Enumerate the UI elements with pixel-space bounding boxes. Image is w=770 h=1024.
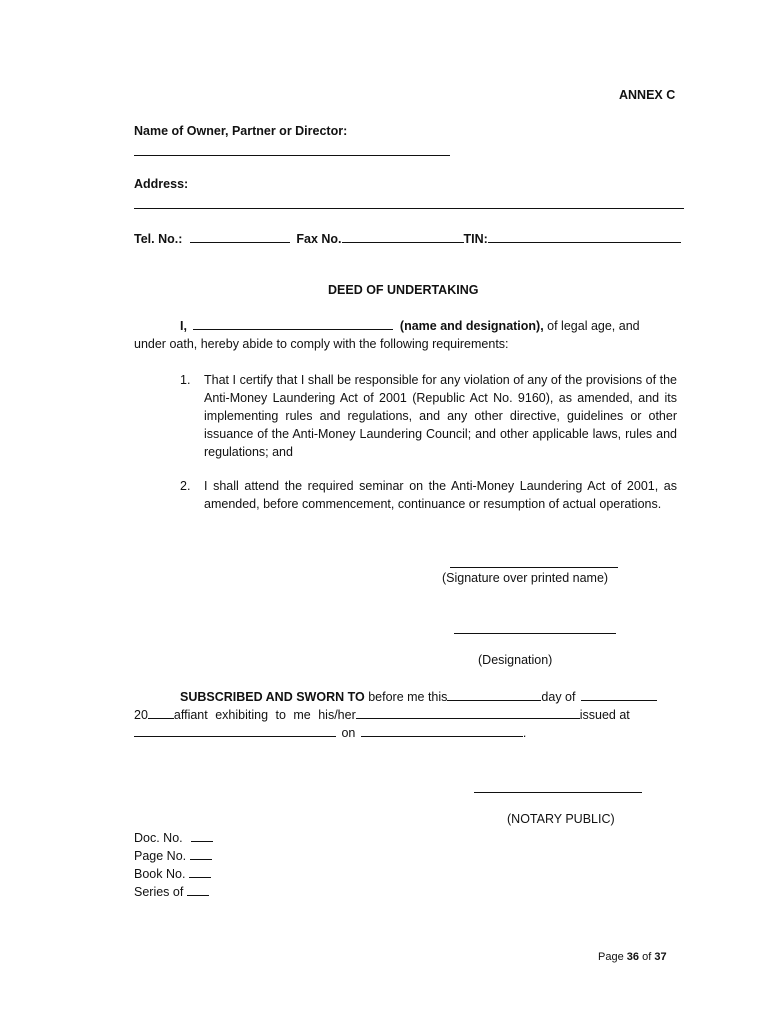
signature-caption: (Signature over printed name) [442, 571, 609, 585]
jurat-before: before me this [364, 690, 448, 704]
intro-rest-1: of legal age, and [543, 319, 640, 333]
item-2-text: I shall attend the required seminar on the Anti-Money Laundering Act of 2001, as amended, before commencement, continuance or resumption of actual operations. [204, 479, 677, 511]
deed-intro [134, 317, 674, 353]
id-blank[interactable] [356, 707, 580, 719]
notary-line[interactable] [474, 792, 642, 793]
page-total: 37 [654, 951, 667, 963]
item-2-number: 2. [180, 479, 191, 493]
date-blank[interactable] [361, 725, 523, 737]
signature-line[interactable] [450, 567, 618, 568]
address-blank-line[interactable] [134, 208, 684, 209]
item-1-text: That I certify that I shall be responsible for any violation of any of the provisions of the Anti-Money Laundering Act of 2001 (Republic Act No. 9160), as amended, and its implementing rules and regulations, and any other directive, guidelines or other issuance of the Anti-Money Laundering Council; and other applicable laws, rules and regulations; and [204, 373, 677, 459]
registry-book: Book No. [134, 865, 213, 883]
year-blank[interactable] [148, 707, 174, 719]
owner-blank-line[interactable] [134, 155, 450, 156]
tel-blank[interactable] [190, 231, 290, 243]
fax-label: Fax No. [296, 232, 342, 246]
series-blank[interactable] [187, 884, 209, 896]
year-prefix: 20 [134, 708, 148, 722]
jurat-issued-at: issued at [579, 708, 630, 722]
fax-blank[interactable] [342, 231, 464, 243]
annex-label: ANNEX C [619, 88, 676, 102]
tin-label: TIN: [463, 232, 488, 246]
jurat [134, 688, 694, 742]
designation-line[interactable] [454, 633, 616, 634]
doc-no-blank[interactable] [191, 830, 213, 842]
of-word: of [642, 951, 652, 963]
page-footer [598, 951, 667, 963]
month-blank[interactable] [581, 689, 657, 701]
place-blank[interactable] [134, 725, 336, 737]
jurat-day-of: day of [541, 690, 576, 704]
contact-row [134, 231, 681, 246]
book-no-blank[interactable] [189, 866, 211, 878]
tin-blank[interactable] [488, 231, 681, 243]
tel-label: Tel. No.: [134, 232, 183, 246]
registry-page: Page No. [134, 847, 213, 865]
day-blank[interactable] [447, 689, 541, 701]
intro-bold: (name and designation), [399, 319, 544, 333]
jurat-on: on [341, 726, 356, 740]
registry-block [134, 829, 213, 901]
registry-doc: Doc. No. [134, 829, 213, 847]
intro-rest-2: under oath, hereby abide to comply with the following requirements: [134, 337, 509, 351]
page-word: Page [598, 951, 624, 963]
name-designation-blank[interactable] [193, 318, 393, 330]
jurat-bold: SUBSCRIBED AND SWORN TO [180, 690, 365, 704]
jurat-affiant: affiant exhibiting to me his/her [173, 708, 356, 722]
jurat-period: . [522, 726, 527, 740]
page-no-blank[interactable] [190, 848, 212, 860]
owner-label: Name of Owner, Partner or Director: [134, 124, 348, 138]
registry-series: Series of [134, 883, 213, 901]
designation-caption: (Designation) [478, 653, 553, 667]
deed-title: DEED OF UNDERTAKING [328, 283, 479, 297]
page-number: 36 [626, 951, 640, 963]
item-1-number: 1. [180, 373, 191, 387]
notary-caption: (NOTARY PUBLIC) [507, 812, 615, 826]
address-label: Address: [134, 177, 189, 191]
intro-i: I, [180, 319, 187, 333]
